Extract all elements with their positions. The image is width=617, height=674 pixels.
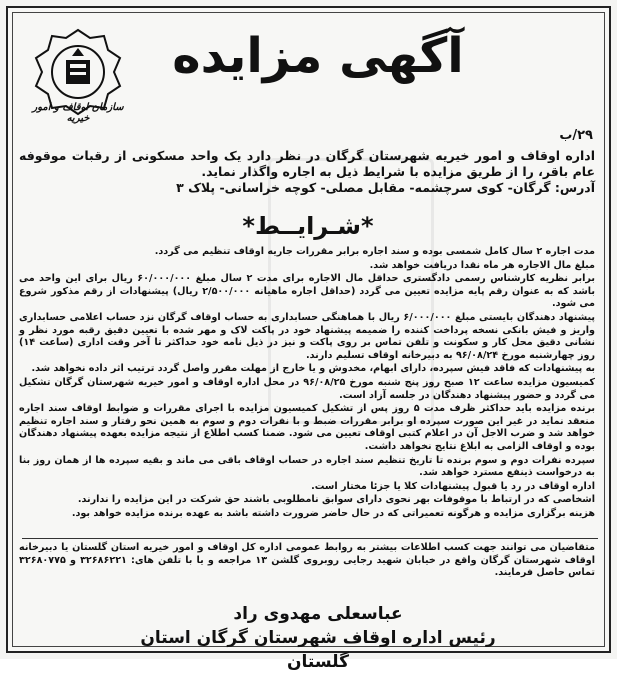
conditions-heading: *شـرایــط* xyxy=(242,212,374,240)
term-item: پیشنهاد دهندگان بایستی مبلغ ۶/۰۰۰/۰۰۰ ریال با هماهنگی حسابداری به حساب اوقاف گرگان نزد حساب اعلامی حسابداری واریز و فیش بانکی نسخه پرداخت کننده را ضمیمه پیشنهاد خود در پاکت لاک و مهر شده با تعیین دقیق رقبه مورد نظر و نشانی دقیق محل کار و سکونت و تلفن تماس بر روی پاکت و نیز در ذیل نامه خود حداکثر تا آخر وقت اداری (ساعت ۱۴) روز چهارشنبه مورخ ۹۶/۰۸/۲۴ به دبیرخانه اوقاف تسلیم دارند. xyxy=(19,311,595,361)
term-item: سپرده نفرات دوم و سوم برنده تا تاریخ تنظیم سند اجاره در حساب اوقاف باقی می ماند و بقیه سپرده ها از همان روز بنا به درخواست ذینفع مسترد خواهد شد. xyxy=(19,454,595,479)
term-item: اداره اوقاف در رد یا قبول پیشنهادات کلا یا جزئا مختار است. xyxy=(311,480,595,492)
contact-info: متقاضیان می توانند جهت کسب اطلاعات بیشتر به روابط عمومی اداره کل اوقاف و امور خیریه استان گلستان یا دبیرخانه اوقاف شهرستان گرگان واقع در خیابان شهید رجایی روبروی گلشن ۱۳ مراجعه و یا با تلفن های: ۳۲۶۸۶۲۲۱ و ۳۲۶۸۰۷۷۵ تماس حاصل فرمایند. xyxy=(19,542,595,579)
term-item: مبلغ مال الاجاره هر ماه نقدا دریافت خواهد شد. xyxy=(369,259,595,271)
signature-block xyxy=(108,602,528,674)
signer-name: عباسعلی مهدوی راد xyxy=(233,604,403,624)
signer-position: رئیس اداره اوقاف شهرستان گرگان استان گلستان xyxy=(140,628,496,672)
intro-text: اداره اوقاف و امور خیریه شهرستان گرگان در نظر دارد یک واحد مسکونی از رقبات موقوفه عام باقر، را از طریق مزایده با شرایط ذیل به اجاره واگذار نماید. xyxy=(19,148,595,179)
term-item: برابر نظریه کارشناس رسمی دادگستری حداقل مال الاجاره برای مدت ۲ سال مبلغ ۶۰/۰۰۰/۰۰۰ ریال برای این واحد می باشد که به عنوان رقم پایه مزایده تعیین می گردد (حداقل اجاره ماهیانه ۲/۵۰۰/۰۰۰ ریال) پیشنهادات از رقم مذکور شروع می شود. xyxy=(19,273,595,310)
term-item: کمیسیون مزایده ساعت ۱۲ صبح روز پنج شنبه مورخ ۹۶/۰۸/۲۵ در محل اداره اوقاف و امور خیریه شهرستان گرگان تشکیل می گردد و حضور پیشنهاد دهندگان در جلسه آزاد است. xyxy=(19,376,595,401)
reference-number: ۲۹/ب xyxy=(559,128,593,143)
ad-title: آگهی مزایده xyxy=(172,28,464,84)
address-line: آدرس: گرگان- کوی سرچشمه- مقابل مصلی- کوچه خراسانی- پلاک ۳ xyxy=(176,180,595,195)
term-item: برنده مزایده باید حداکثر ظرف مدت ۵ روز پس از تشکیل کمیسیون مزایده با اجرای مقررات و ضوابط اوقاف سند اجاره منعقد نماید در غیر این صورت سپرده او برابر مقررات ضبط و با نفرات دوم و سوم به همین نحو رفتار و سند اجاره تنظیم خواهد شد و ضرب الاجل آن در اعلام کتبی اوقاف تعیین می شود. ضمنا کسب اطلاع از نتیجه مزایده بعهده پیشنهاد دهندگان بوده و اوقاف الزامی به ابلاغ نتایج نخواهد داشت. xyxy=(19,403,596,452)
term-item: به پیشنهادات که فاقد فیش سپرده، دارای ابهام، مخدوش و یا خارج از مهلت مقرر واصل گردد ترتیب اثر داده نخواهد شد. xyxy=(31,363,595,375)
organization-caption: سازمان اوقاف و امور خیریه xyxy=(32,102,124,124)
term-item: مدت اجاره ۲ سال کامل شمسی بوده و سند اجاره برابر مقررات جاریه اوقاف تنظیم می گردد. xyxy=(154,246,595,257)
ad-frame xyxy=(6,6,611,672)
intro-section xyxy=(19,148,595,196)
contact-divider xyxy=(22,538,598,539)
terms-list xyxy=(19,246,595,521)
term-item: اشخاصی که در ارتباط با موقوفات بهر نحوی دارای سوابق نامطلوبی باشند حق شرکت در این مزایده را ندارند. xyxy=(77,494,595,506)
term-item: هزینه برگزاری مزایده و هرگونه تعمیراتی که در حال حاضر ضرورت داشته باشد به عهده برنده مزایده خواهد بود. xyxy=(71,507,595,519)
